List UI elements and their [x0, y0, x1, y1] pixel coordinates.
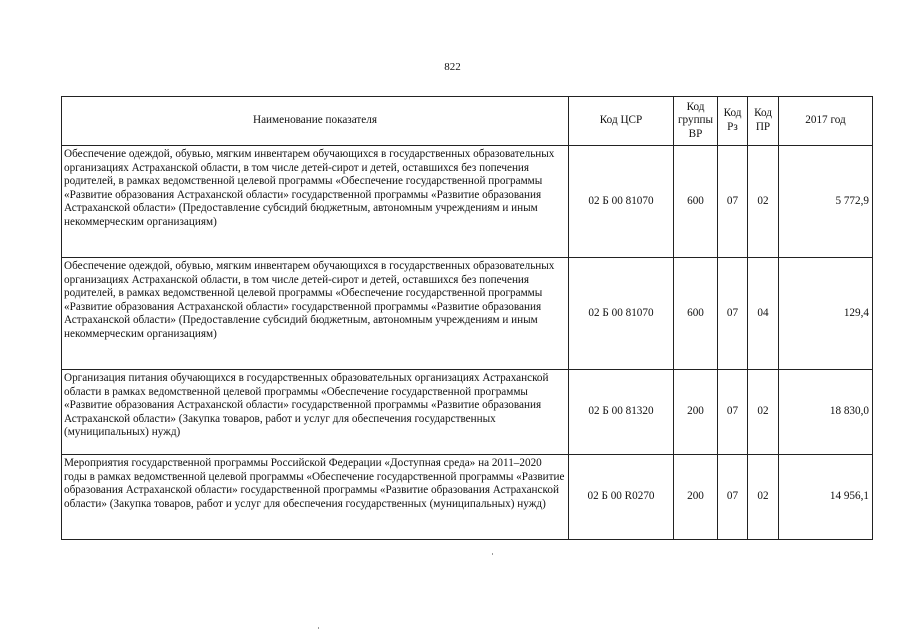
- page-number: 822: [444, 61, 461, 73]
- row-name: Обеспечение одеждой, обувью, мягким инвентарем обучающихся в государственных образовательных организациях Астраханской области, в том числе детей-сирот и детей, оставшихся без попечения родителей, в рамках ведомственной целевой программы «Обеспечение государственной программы «Развитие образования Астраханской области» государственной программы «Развитие образования Астраханской области» (Предоставление субсидий бюджетным, автономным учреждениям и иным некоммерческим организациям): [62, 146, 569, 258]
- row-csr: 02 Б 00 81320: [569, 370, 674, 455]
- header-vr: Код группы ВР: [674, 97, 718, 146]
- row-pr: 02: [748, 370, 779, 455]
- row-vr: 200: [674, 370, 718, 455]
- scan-speck: [492, 553, 493, 555]
- row-amount: 18 830,0: [779, 370, 873, 455]
- header-year: 2017 год: [779, 97, 873, 146]
- row-amount: 5 772,9: [779, 146, 873, 258]
- row-rz: 07: [718, 370, 748, 455]
- row-pr: 02: [748, 455, 779, 540]
- row-rz: 07: [718, 146, 748, 258]
- row-vr: 200: [674, 455, 718, 540]
- header-pr: Код ПР: [748, 97, 779, 146]
- row-csr: 02 Б 00 R0270: [569, 455, 674, 540]
- row-csr: 02 Б 00 81070: [569, 258, 674, 370]
- scan-speck: [318, 627, 319, 629]
- row-name: Обеспечение одеждой, обувью, мягким инвентарем обучающихся в государственных образовательных организациях Астраханской области, в том числе детей-сирот и детей, оставшихся без попечения родителей, в рамках ведомственной целевой программы «Обеспечение государственной программы «Развитие образования Астраханской области» государственной программы «Развитие образования Астраханской области» (Предоставление субсидий бюджетным, автономным учреждениям и иным некоммерческим организациям): [62, 258, 569, 370]
- row-name: Организация питания обучающихся в государственных образовательных организациях Астраханской области в рамках ведомственной целевой программы «Обеспечение государственной программы «Развитие образования Астраханской области» государственной программы «Развитие образования Астраханской области» (Закупка товаров, работ и услуг для обеспечения государственных (муниципальных) нужд): [62, 370, 569, 455]
- row-rz: 07: [718, 258, 748, 370]
- budget-table: [61, 96, 873, 540]
- row-pr: 02: [748, 146, 779, 258]
- row-vr: 600: [674, 258, 718, 370]
- header-row: [62, 97, 873, 146]
- row-rz: 07: [718, 455, 748, 540]
- header-name: Наименование показателя: [62, 97, 569, 146]
- table-row: [62, 258, 873, 370]
- row-name: Мероприятия государственной программы Российской Федерации «Доступная среда» на 2011–2020 годы в рамках ведомственной целевой программы «Обеспечение государственной программы «Развитие образования Астраханской области» государственной программы «Развитие образования Астраханской области» (Закупка товаров, работ и услуг для обеспечения государственных (муниципальных) нужд): [62, 455, 569, 540]
- table-row: [62, 146, 873, 258]
- row-vr: 600: [674, 146, 718, 258]
- row-amount: 129,4: [779, 258, 873, 370]
- table-row: [62, 455, 873, 540]
- table-row: [62, 370, 873, 455]
- row-pr: 04: [748, 258, 779, 370]
- header-rz: Код Рз: [718, 97, 748, 146]
- row-csr: 02 Б 00 81070: [569, 146, 674, 258]
- header-csr: Код ЦСР: [569, 97, 674, 146]
- row-amount: 14 956,1: [779, 455, 873, 540]
